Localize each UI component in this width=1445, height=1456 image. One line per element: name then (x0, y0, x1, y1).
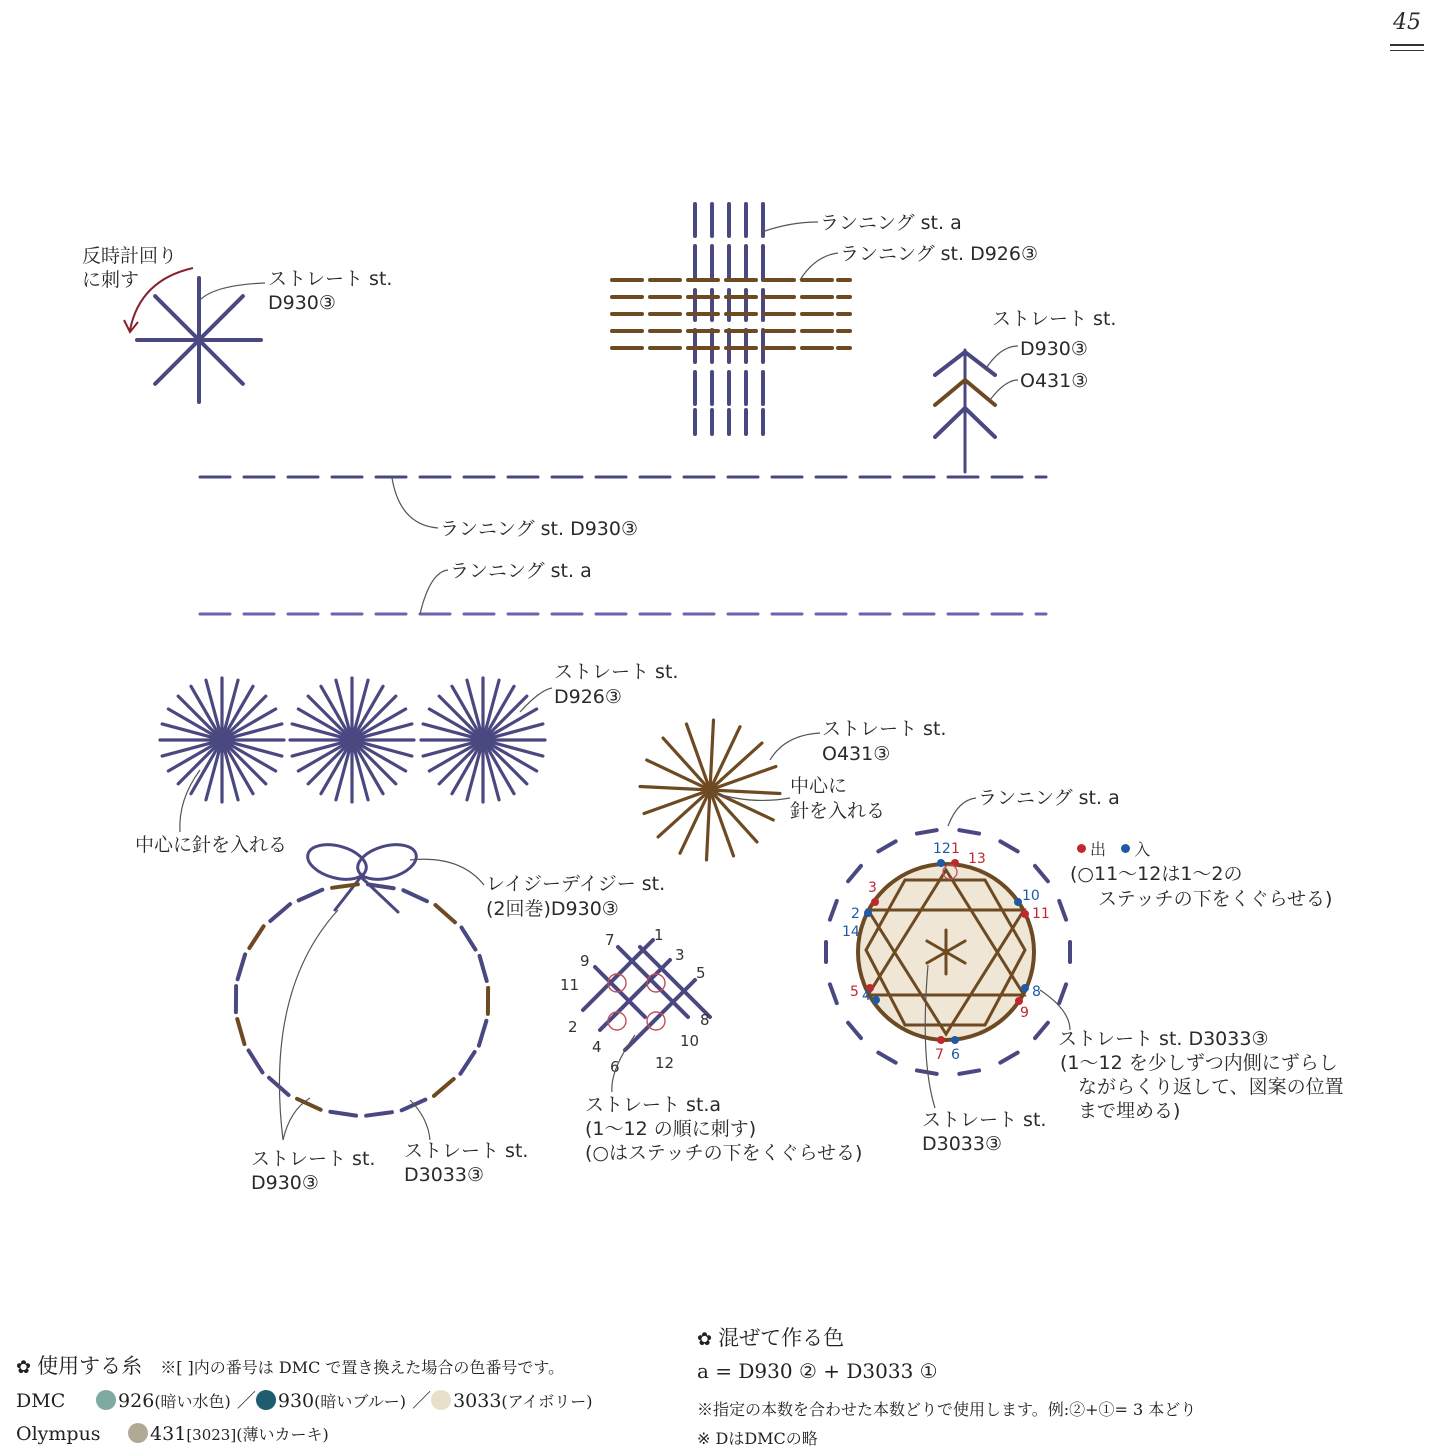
lattice-stitch (600, 960, 670, 1030)
wreath-stitch (403, 890, 427, 901)
dmc-label: DMC (16, 1390, 66, 1412)
star-stitch-label-2: D930③ (268, 292, 336, 314)
dmc-3033-swatch (431, 1390, 451, 1410)
lattice-stitch (583, 940, 653, 1010)
circle-number: 3 (868, 880, 877, 896)
wreath-stitch (366, 1112, 392, 1116)
tree-stitch-label-1: ストレート st. (992, 308, 1117, 330)
circle-note-2: ステッチの下をくぐらせる) (1098, 888, 1333, 910)
lattice-number: 5 (696, 964, 706, 982)
circle-running-stitch (1035, 866, 1048, 881)
lattice-number: 12 (655, 1054, 675, 1072)
out-in-legend (1077, 837, 1150, 862)
wreath-stitch (434, 1079, 454, 1096)
circle-running-leader (948, 798, 976, 826)
in-dot (1121, 844, 1130, 853)
tree-branch-stitch (965, 352, 995, 375)
circle-number: 4 (862, 988, 871, 1004)
circle-number: 7 (935, 1047, 944, 1063)
lattice-label-2: (1〜12 の順に刺す) (585, 1118, 757, 1140)
tree-d930-leader (985, 346, 1018, 370)
circle-number: 9 (1020, 1005, 1029, 1021)
lattice-number: 9 (580, 952, 590, 970)
lazy-daisy-label-1: レイジーデイジー st. (486, 873, 666, 895)
wreath-d930-label-2: D930③ (251, 1172, 319, 1194)
wreath-stitch (462, 928, 476, 950)
center-needle-label-1: 中心に針を入れる (135, 834, 288, 856)
bursts-stitch-label-1: ストレート st. (554, 661, 679, 683)
circle-running-stitch (878, 841, 895, 851)
circle-fill-label-3: ながらくり返して、図案の位置 (1078, 1076, 1344, 1098)
in-label: 入 (1134, 840, 1151, 859)
circle-running-stitch (830, 984, 837, 1003)
stitch-point-dot (937, 1036, 945, 1044)
lattice-number: 7 (605, 931, 615, 949)
wreath-d3033-label-1: ストレート st. (404, 1140, 529, 1162)
tree-branch-stitch (935, 408, 965, 437)
mix-note-1: ※指定の本数を合わせた本数どりで使用します。例:②+①= 3 本どり (697, 1400, 1197, 1419)
stitch-point-dot (1021, 910, 1029, 918)
mix-note-2: ※ DはDMCの略 (697, 1429, 818, 1448)
circle-running-stitch (878, 1053, 895, 1063)
center-needle-label-2a: 中心に (790, 775, 848, 797)
circle-running-stitch (959, 830, 979, 833)
circle-number: 12 (933, 841, 951, 857)
stitch-point-dot (1021, 984, 1029, 992)
lazy-daisy-leader (410, 859, 484, 885)
bursts-stitch-label-2: D926③ (554, 686, 622, 708)
grid-running-d926-label: ランニング st. D926③ (840, 243, 1039, 265)
lattice-label-3: (○はステッチの下をくぐらせる) (585, 1142, 863, 1164)
dmc-926-swatch (96, 1390, 116, 1410)
lattice-number: 4 (592, 1038, 602, 1056)
star-leader (200, 283, 265, 300)
wreath-stitch (297, 1099, 321, 1110)
wreath-stitch (435, 905, 455, 922)
tree-branch-stitch (965, 380, 995, 405)
wreath-stitch (237, 1019, 244, 1044)
circle-number: 6 (951, 1047, 960, 1063)
mix-formula: a = D930 ② + D3033 ① (697, 1359, 938, 1383)
wreath-stitch (270, 904, 290, 921)
grid-a-leader (762, 222, 818, 232)
lattice-number: 1 (654, 926, 664, 944)
circle-number: 5 (850, 984, 859, 1000)
wreath-stitch (269, 1078, 289, 1095)
circle-running-a-label: ランニング st. a (978, 787, 1120, 809)
stitch-point-dot (937, 859, 945, 867)
counterclockwise-label-1: 反時計回り (82, 245, 178, 267)
dmc-930-name: (暗いブルー) (314, 1392, 406, 1411)
circle-number: 8 (1032, 984, 1041, 1000)
tree-o431-leader (990, 380, 1018, 400)
circle-running-stitch (917, 830, 937, 833)
dmc-3033-name: (アイボリー) (501, 1392, 593, 1411)
lattice-number: 10 (680, 1032, 700, 1050)
grid-running-a-label: ランニング st. a (820, 212, 962, 234)
counterclockwise-label-2: に刺す (82, 269, 140, 291)
circle-center-label-2: D3033③ (922, 1133, 1003, 1155)
stitch-point-dot (871, 898, 879, 906)
center-needle-label-2b: 針を入れる (790, 800, 886, 822)
wreath-d930-label-1: ストレート st. (251, 1148, 376, 1170)
page-number-underline-2 (1390, 50, 1424, 51)
circle-running-stitch (1059, 901, 1066, 920)
circle-number: 2 (851, 906, 860, 922)
tree-stitch-label-2: D930③ (1020, 338, 1088, 360)
dmc-3033-code: 3033 (453, 1390, 502, 1412)
circle-running-stitch (830, 901, 837, 920)
separator: ／ (236, 1390, 256, 1412)
wreath-stitch (460, 1052, 474, 1074)
wreath-stitch (330, 1112, 356, 1116)
olympus-431-name: (薄いカーキ) (236, 1425, 329, 1444)
tree-branch-stitch (935, 380, 965, 405)
lattice-label-1: ストレート st.a (585, 1094, 722, 1116)
stitch-point-dot (951, 1036, 959, 1044)
circle-running-stitch (848, 1023, 861, 1038)
lattice-number: 3 (675, 946, 685, 964)
circle-number: 11 (1032, 906, 1050, 922)
dmc-930-swatch (256, 1390, 276, 1410)
tree-stitch-label-3: O431③ (1020, 370, 1089, 392)
circle-fill-label-4: まで埋める) (1078, 1100, 1181, 1122)
lattice-number: 11 (560, 976, 580, 994)
separator: ／ (412, 1390, 432, 1412)
out-label: 出 (1090, 840, 1107, 859)
circle-fill-label-1: ストレート st. D3033③ (1058, 1028, 1269, 1050)
grid-d926-leader (800, 253, 838, 280)
lattice-number: 6 (610, 1058, 620, 1076)
olympus-431-alt: [3023] (186, 1426, 237, 1444)
stitch-point-dot (872, 996, 880, 1004)
threads-title: 使用する糸 (37, 1354, 143, 1378)
circle-number: 1 (951, 841, 960, 857)
circle-running-stitch (1000, 841, 1017, 851)
brown-burst-label-1: ストレート st. (822, 718, 947, 740)
circle-running-stitch (1000, 1053, 1017, 1063)
threads-note: ※[ ]内の番号は DMC で置き換えた場合の色番号です。 (160, 1358, 565, 1377)
wreath-stitch (238, 954, 246, 979)
shell-icon: ✿ (697, 1329, 713, 1350)
olympus-label: Olympus (16, 1423, 101, 1445)
wreath-stitch (480, 956, 487, 981)
circle-number: 10 (1022, 888, 1040, 904)
out-dot (1077, 844, 1086, 853)
stitch-point-dot (1014, 898, 1022, 906)
circle-fill-label-2: (1〜12 を少しずつ内側にずらし (1060, 1052, 1338, 1074)
circle-running-stitch (1035, 1023, 1048, 1038)
dmc-926-code: 926 (118, 1390, 155, 1412)
running-d930-label: ランニング st. D930③ (440, 518, 639, 540)
wreath-stitch (249, 926, 263, 948)
lattice-number: 2 (568, 1018, 578, 1036)
circle-running-stitch (917, 1070, 937, 1073)
wreath-stitch (299, 890, 323, 901)
counterclockwise-arrow (130, 268, 193, 330)
circle-center-label-1: ストレート st. (922, 1109, 1047, 1131)
brown-burst-leader (770, 733, 820, 760)
tree-branch-stitch (965, 408, 995, 437)
circle-number: 14 (842, 924, 860, 940)
circle-running-stitch (848, 866, 861, 881)
stitch-point-dot (864, 909, 872, 917)
lattice-number: 8 (700, 1011, 710, 1029)
page-number-underline (1390, 44, 1424, 46)
circle-number: 13 (968, 851, 986, 867)
dmc-row (16, 1386, 592, 1413)
running-d930-leader (392, 478, 438, 528)
olympus-row (16, 1422, 329, 1445)
wreath-stitch (402, 1100, 426, 1111)
circle-running-stitch (959, 1070, 979, 1073)
mix-title-row (697, 1322, 844, 1352)
shell-icon: ✿ (16, 1357, 32, 1378)
threads-title-row (16, 1350, 564, 1380)
dmc-930-code: 930 (277, 1390, 315, 1412)
running-a-leader (420, 570, 448, 614)
brown-burst-label-2: O431③ (822, 743, 891, 765)
wreath-d3033-label-2: D3033③ (404, 1164, 485, 1186)
tree-branch-stitch (935, 352, 965, 375)
dmc-926-name: (暗い水色) (154, 1392, 231, 1411)
wreath-stitch (479, 1021, 487, 1046)
circle-running-stitch (1059, 984, 1066, 1003)
page-number: 45 (1393, 10, 1421, 35)
lazy-daisy-label-2: (2回巻)D930③ (486, 898, 619, 920)
olympus-431-code: 431 (150, 1423, 187, 1445)
olympus-431-swatch (128, 1423, 148, 1443)
mix-title: 混ぜて作る色 (718, 1326, 845, 1350)
stitch-point-dot (1015, 997, 1023, 1005)
star-stitch-label-1: ストレート st. (268, 268, 393, 290)
running-a-label: ランニング st. a (450, 560, 592, 582)
wreath-stitch (249, 1050, 263, 1072)
circle-note-1: (○11〜12は1〜2の (1070, 863, 1243, 885)
